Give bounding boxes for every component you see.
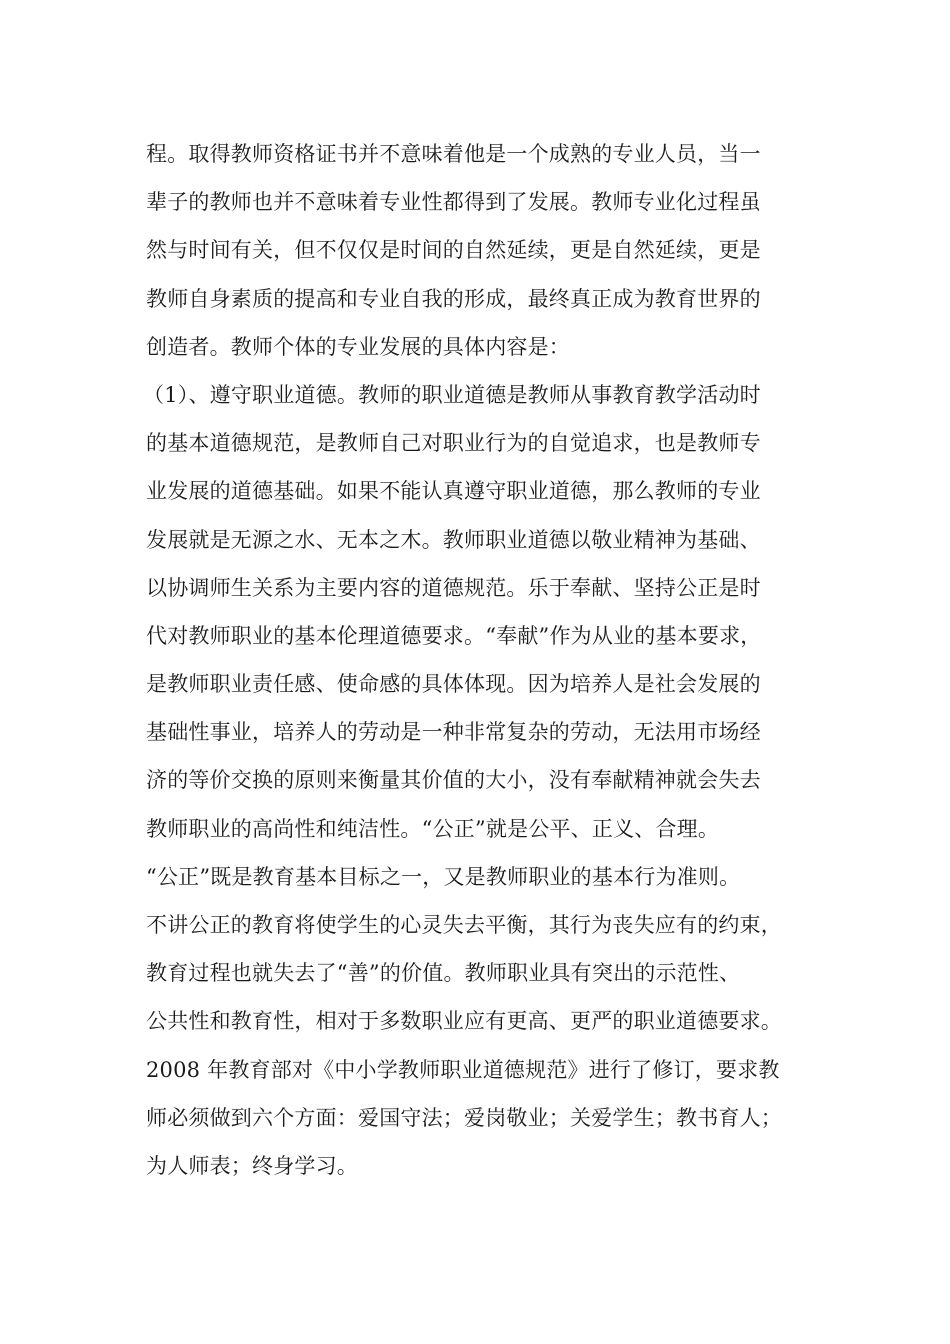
- text-line: 辈子的教师也并不意味着专业性都得到了发展。教师专业化过程虽: [146, 190, 761, 215]
- section-heading-line: （1）、遵守职业道德。教师的职业道德是教师从事教育教学活动时: [143, 382, 761, 407]
- text-line: 创造者。教师个体的专业发展的具体内容是：: [146, 334, 570, 359]
- text-line: 以协调师生关系为主要内容的道德规范。乐于奉献、坚持公正是时: [146, 575, 761, 600]
- text-line: 教师自身素质的提高和专业自我的形成，最终真正成为教育世界的: [146, 286, 761, 311]
- text-line: 不讲公正的教育将使学生的心灵失去平衡，其行为丧失应有的约束，: [146, 913, 782, 937]
- text-line: 教育过程也就失去了“善”的价值。教师职业具有突出的示范性、: [146, 961, 741, 986]
- text-line: 业发展的道德基础。如果不能认真遵守职业道德，那么教师的专业: [146, 479, 761, 504]
- text-line: 是教师职业责任感、使命感的具体体现。因为培养人是社会发展的: [146, 672, 761, 697]
- text-line: 程。取得教师资格证书并不意味着他是一个成熟的专业人员，当一: [146, 142, 761, 166]
- text-line: 发展就是无源之水、无本之木。教师职业道德以敬业精神为基础、: [146, 527, 761, 552]
- text-line: 为人师表；终身学习。: [146, 1153, 358, 1178]
- text-line: 师必须做到六个方面：爱国守法；爱岗敬业；关爱学生；教书育人；: [146, 1105, 782, 1130]
- text-line: 代对教师职业的基本伦理道德要求。“奉献”作为从业的基本要求，: [146, 623, 762, 648]
- text-line: “公正”既是教育基本目标之一，又是教师职业的基本行为准则。: [146, 864, 741, 889]
- text-line: 然与时间有关，但不仅仅是时间的自然延续，更是自然延续，更是: [146, 238, 761, 263]
- text-line: 基础性事业，培养人的劳动是一种非常复杂的劳动，无法用市场经: [146, 720, 761, 745]
- text-line: 教师职业的高尚性和纯洁性。“公正”就是公平、正义、合理。: [146, 816, 720, 841]
- text-line: 济的等价交换的原则来衡量其价值的大小，没有奉献精神就会失去: [146, 768, 761, 793]
- text-line: 公共性和教育性，相对于多数职业应有更高、更严的职业道德要求。: [146, 1009, 782, 1034]
- text-line: 的基本道德规范，是教师自己对职业行为的自觉追求，也是教师专: [146, 431, 761, 456]
- text-line: 2008 年教育部对《中小学教师职业道德规范》进行了修订，要求教: [146, 1057, 780, 1082]
- body-text: [143, 130, 826, 1190]
